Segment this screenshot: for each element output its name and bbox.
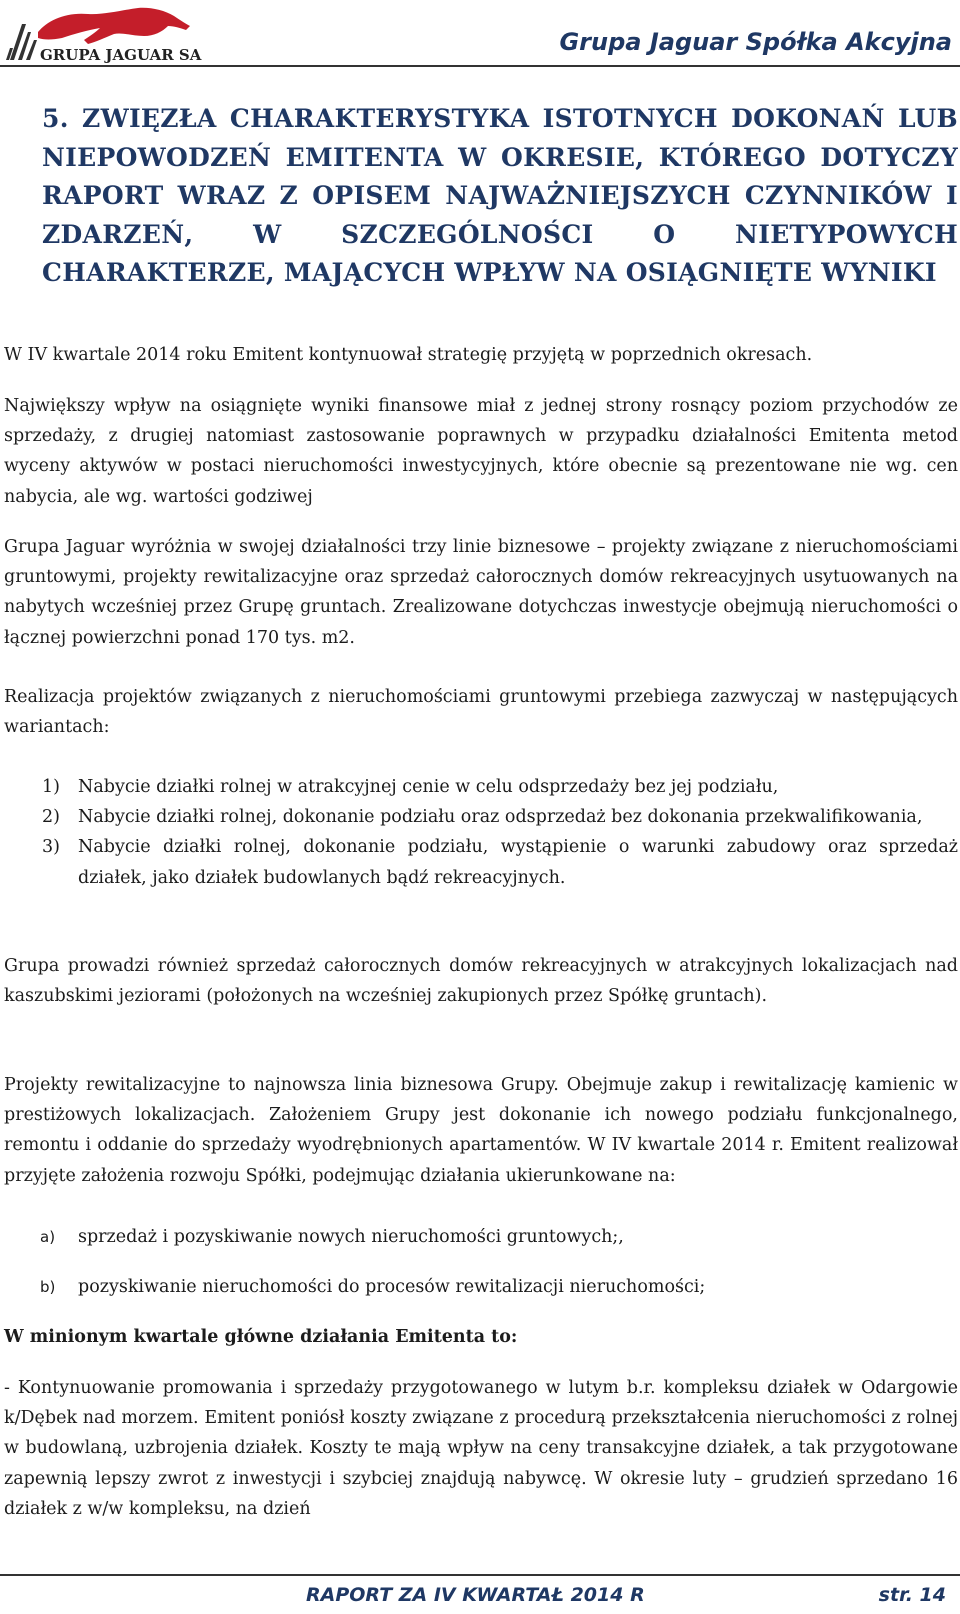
paragraph-main-actions: W minionym kwartale główne działania Emitenta to: xyxy=(4,1327,518,1347)
list-item: b) pozyskiwanie nieruchomości do procesów rewitalizacji nieruchomości; xyxy=(40,1277,706,1298)
svg-text:GRUPA JAGUAR SA: GRUPA JAGUAR SA xyxy=(40,46,202,64)
paragraph-odargowo: - Kontynuowanie promowania i sprzedaży przygotowanego w lutym b.r. kompleksu działek w Odargowie k/Dębek nad morzem. Emitent poniósł koszty związane z procedurą przekształcenia nieruchomości z rolnej w budowlaną, uzbrojenia działek. Koszty te mają wpływ na ceny transakcyjne działek, a tak przygotowane zapewnią lepszy zwrot z inwestycji i szybciej znajdują nabywcę. W okresie luty – grudzień sprzedano 16 działek z w/w kompleksu, na dzień xyxy=(4,1378,958,1519)
jaguar-logo xyxy=(4,2,204,64)
page-header xyxy=(0,0,960,68)
footer-report-title: RAPORT ZA IV KWARTAŁ 2014 R xyxy=(306,1584,645,1606)
paragraph-intro: W IV kwartale 2014 roku Emitent kontynuował strategię przyjętą w poprzednich okresach. xyxy=(4,345,813,365)
paragraph-revitalization: Projekty rewitalizacyjne to najnowsza linia biznesowa Grupy. Obejmuje zakup i rewitalizację kamienic w prestiżowych lokalizacjach. Założeniem Grupy jest dokonanie ich nowego podziału funkcjonalnego, remontu i oddanie do sprzedaży wyodrębnionych apartamentów. W IV kwartale 2014 r. Emitent realizował przyjęte założenia rozwoju Spółki, podejmując działania ukierunkowane na: xyxy=(4,1075,958,1186)
paragraph-houses: Grupa prowadzi również sprzedaż całorocznych domów rekreacyjnych w atrakcyjnych lokalizacjach nad kaszubskimi jeziorami (położonych na wcześniej zakupionych przez Spółkę gruntach). xyxy=(4,956,958,1007)
header-divider xyxy=(0,65,960,67)
section-heading xyxy=(42,100,958,293)
company-name: Grupa Jaguar Spółka Akcyjna xyxy=(559,28,952,56)
paragraph-results: Największy wpływ na osiągnięte wyniki finansowe miał z jednej strony rosnący poziom przychodów ze sprzedaży, z drugiej natomiast zastosowanie poprawnych w przypadku działalności Emitenta metod wyceny aktywów w postaci nieruchomości inwestycyjnych, które obecnie są prezentowane nie wg. cen nabycia, ale wg. wartości godziwej xyxy=(4,396,958,507)
list-item: 1) Nabycie działki rolnej w atrakcyjnej cenie w celu odsprzedaży bez jej podziału, xyxy=(42,777,779,797)
actions-list xyxy=(4,1222,958,1302)
list-item: 3) Nabycie działki rolnej, dokonanie podziału, wystąpienie o warunki zabudowy oraz sprzedaż działek, jako działek budowlanych bądź rekreacyjnych. xyxy=(42,837,958,888)
paragraph-variants: Realizacja projektów związanych z nieruchomościami gruntowymi przebiega zazwyczaj w następujących wariantach: xyxy=(4,687,958,738)
page-number: str. 14 xyxy=(878,1584,946,1606)
paragraph-business-lines: Grupa Jaguar wyróżnia w swojej działalności trzy linie biznesowe – projekty związane z nieruchomościami gruntowymi, projekty rewitalizacyjne oraz sprzedaż całorocznych domów rekreacyjnych usytuowanych na nabytych wcześniej przez Grupę gruntach. Zrealizowane dotychczas inwestycje obejmują nieruchomości o łącznej powierzchni ponad 170 tys. m2. xyxy=(4,537,958,648)
section-title: ZWIĘZŁA CHARAKTERYSTYKA ISTOTNYCH DOKONAŃ LUB NIEPOWODZEŃ EMITENTA W OKRESIE, KTÓREGO DOTYCZY RAPORT WRAZ Z OPISEM NAJWAŻNIEJSZYCH CZYNNIKÓW I ZDARZEŃ, W SZCZEGÓLNOŚCI O NIETYPOWYCH CHARAKTERZE, MAJĄCYCH WPŁYW NA OSIĄGNIĘTE WYNIKI xyxy=(42,104,958,287)
list-item: 2) Nabycie działki rolnej, dokonanie podziału oraz odsprzedaż bez dokonania przekwalifikowania, xyxy=(42,807,923,828)
footer-divider xyxy=(0,1574,960,1576)
variants-list xyxy=(4,772,958,893)
list-item: a) sprzedaż i pozyskiwanie nowych nieruchomości gruntowych;, xyxy=(40,1227,624,1247)
section-number: 5. xyxy=(42,104,69,133)
